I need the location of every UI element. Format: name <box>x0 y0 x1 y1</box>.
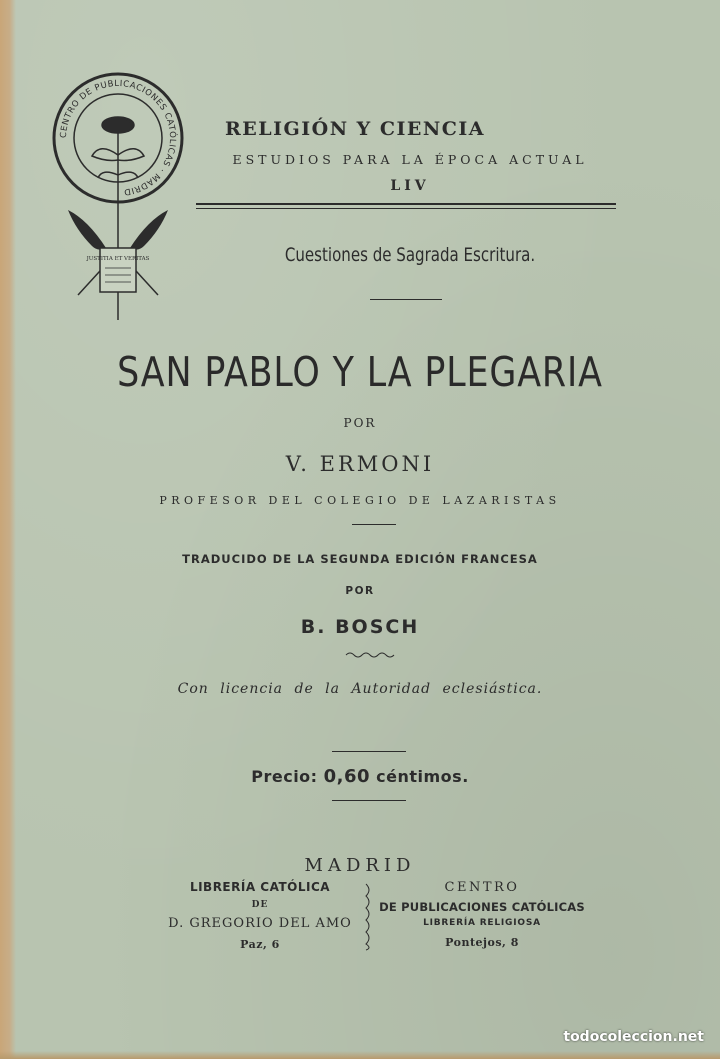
header-double-rule <box>196 203 616 205</box>
price-line <box>0 766 720 787</box>
ornament-swash-icon <box>344 650 396 660</box>
watermark: todocoleccion.net <box>563 1029 704 1045</box>
svg-text:CENTRO DE PUBLICACIONES CATÓLI <box>59 79 179 197</box>
cover-bottom-edge <box>0 1051 720 1059</box>
publisher-left-line4: Paz, 6 <box>240 938 280 951</box>
section-title: Cuestiones de Sagrada Escritura. <box>284 244 536 266</box>
author-por: POR <box>343 416 377 430</box>
publisher-city: MADRID <box>304 855 416 876</box>
price-label: Precio: <box>251 767 318 786</box>
banner-icon <box>100 248 136 292</box>
price-top-rule <box>332 751 406 752</box>
author-affiliation: PROFESOR DEL COLEGIO DE LAZARISTAS <box>159 494 561 507</box>
translation-por: POR <box>345 585 375 597</box>
publisher-emblem <box>48 70 188 345</box>
publisher-right-line4: Pontejos, 8 <box>445 936 519 949</box>
publisher-right-line2: DE PUBLICACIONES CATÓLICAS <box>379 900 585 914</box>
header-double-rule-thin <box>196 208 616 209</box>
series-title: RELIGIÓN Y CIENCIA <box>225 118 485 140</box>
price-amount: 0,60 <box>323 766 371 787</box>
banner-text: JUSTITIA ET VERITAS <box>86 256 150 262</box>
publisher-right-line3: LIBRERÍA RELIGIOSA <box>423 918 541 928</box>
publisher-right <box>372 880 592 949</box>
author-name: V. ERMONI <box>285 452 435 476</box>
book-title: SAN PABLO Y LA PLEGARIA <box>117 348 603 396</box>
cover-left-edge <box>0 0 16 1059</box>
seal-text: CENTRO DE PUBLICACIONES CATÓLICAS · MADRID <box>58 78 178 197</box>
author-rule <box>352 524 396 525</box>
series-subtitle: ESTUDIOS PARA LA ÉPOCA ACTUAL <box>232 152 588 167</box>
series-number: LIV <box>390 178 430 194</box>
translation-note: TRADUCIDO DE LA SEGUNDA EDICIÓN FRANCESA <box>182 552 538 566</box>
section-rule <box>370 299 442 300</box>
publisher-left <box>160 880 360 951</box>
publisher-left-line2: DE <box>251 900 269 910</box>
publisher-left-line1: LIBRERÍA CATÓLICA <box>189 880 331 894</box>
translator-name: B. BOSCH <box>300 616 420 638</box>
ecclesiastical-license: Con licencia de la Autoridad eclesiástica. <box>177 681 543 697</box>
price-unit: céntimos. <box>376 767 469 786</box>
price-bottom-rule <box>332 800 406 801</box>
publisher-right-line1: CENTRO <box>444 880 520 895</box>
publisher-left-line3: D. GREGORIO DEL AMO <box>168 916 352 931</box>
